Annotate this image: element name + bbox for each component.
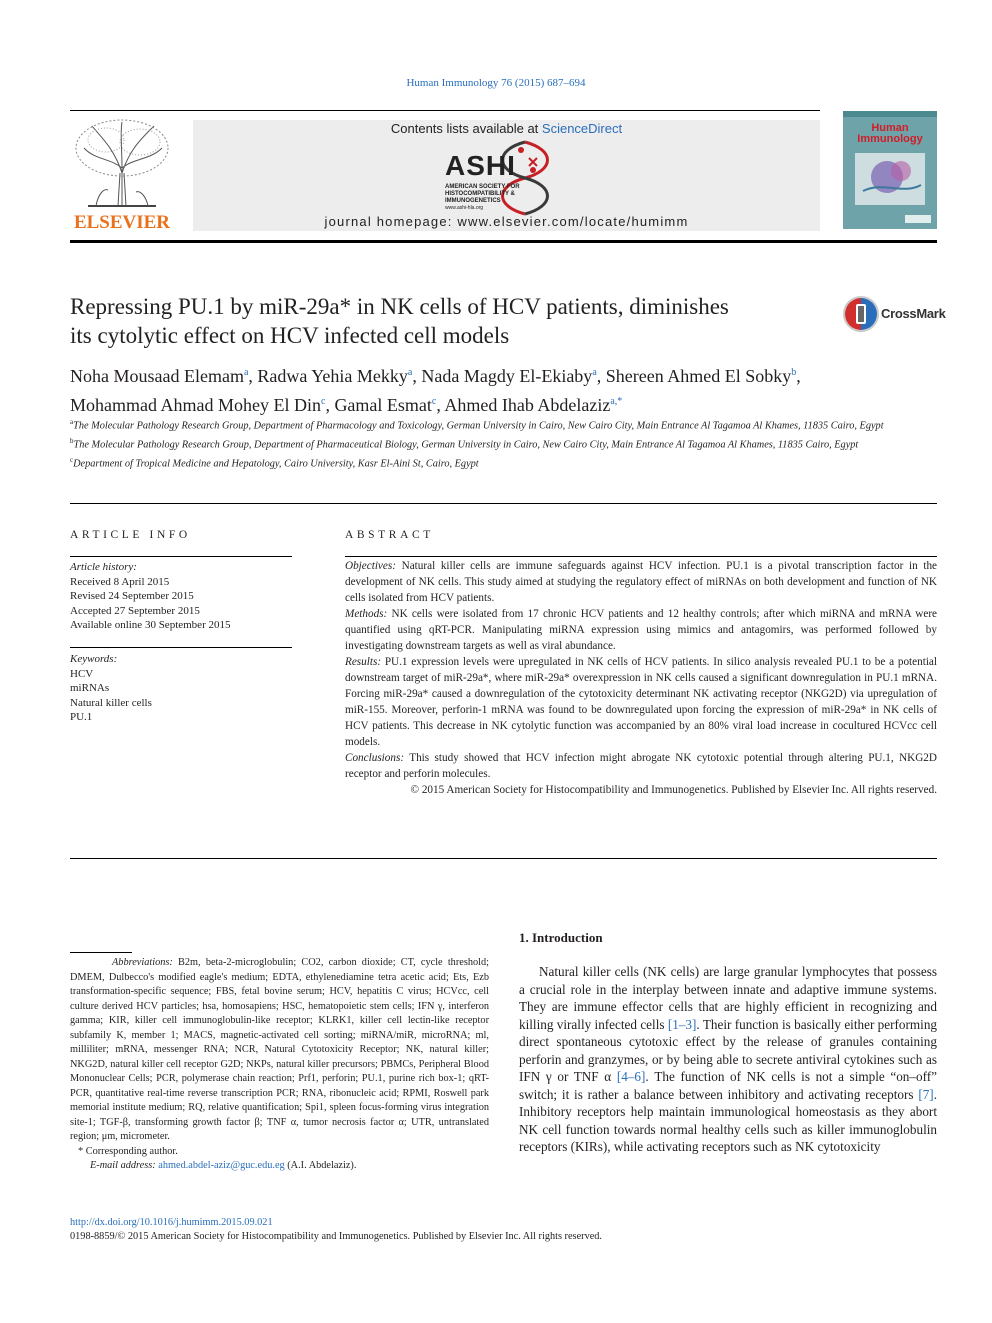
author-list [70, 360, 937, 418]
author-name: Radwa Yehia Mekky [257, 366, 408, 386]
journal-cover[interactable] [843, 111, 937, 229]
keywords [70, 652, 292, 725]
cover-art-icon [843, 111, 937, 229]
article-info-heading: ARTICLE INFO [70, 529, 191, 541]
email-suffix: (A.I. Abdelaziz). [284, 1160, 357, 1171]
citation-link[interactable]: [4–6] [616, 1069, 646, 1084]
homepage-prefix: journal homepage: [324, 214, 458, 229]
author-separator: , [796, 366, 801, 386]
title-line1: Repressing PU.1 by miR-29a* in NK cells of HCV patients, diminishes [70, 294, 729, 319]
author-affil-sup[interactable]: c [320, 396, 326, 407]
cover-title-line1: Human [871, 122, 909, 134]
abstract-methods [345, 606, 937, 654]
author-name: Mohammad Ahmad Mohey El Din [70, 395, 321, 415]
sciencedirect-link[interactable]: ScienceDirect [541, 121, 623, 136]
ashi-name-line1: AMERICAN SOCIETY FOR [445, 184, 520, 190]
crossmark-label: CrossMark [881, 306, 946, 321]
results-text: PU.1 expression levels were upregulated in NK cells of HCV patients. In silico analysis revealed PU.1 to be a potential downstream target of miR-29a*, where miR-29a* overexpression in NK cells caused a significant downregulation in PU.1 mRNA. Forcing miR-29a* caused a downregulation of the cytotoxicity determinant NK activating receptor (NKG2D) via upregulation of miR-155. Moreover, perforin-1 mRNA was found to be downregulated upon forcing the expression of miR-29a* in NK cells of HCV patients. This decrease in NK cytolytic function was accompanied by an 80% viral load increase in cocultured HCVcc cell models. [345, 656, 938, 748]
abstract-heading: ABSTRACT [345, 529, 434, 541]
abstract-bottom-rule [70, 858, 937, 859]
author-affil-sup[interactable]: a [407, 367, 413, 378]
affiliation-sup: b [70, 436, 74, 445]
abstract-rule [345, 556, 937, 557]
abbreviations-text: B2m, beta-2-microglobulin; CO2, carbon dioxide; CT, cycle threshold; DMEM, Dulbecco's modified eagle's medium; EDTA, ethylenediamine tetra acetic acid; Ets, Ezb transformation-specific sequence; FBS, fetal bovine serum; HCV, hepatitis C virus; HCVcc, cell culture derived HCV particles; hsa, homosapiens; HSC, hematopoietic stem cells; IFN γ, interferon gamma; KIR, killer cell immunoglobulin-like receptor; KLRK1, killer cell lectin-like receptor subfamily K, member 1; MACS, magnetic-activated cell sorting; miRNA/miR, microRNA; ml, milliliter; mRNA, messenger RNA; NCR, Natural Cytotoxicity Receptor; NK, natural killer; NKG2D, natural killer cell receptor G2D; NKPs, natural killer precursors; PBMCs, Peripheral Blood Mononuclear Cells; PCR, polymerase chain reaction; Prf1, perforin; PU.1, purine rich box-1; qRT-PCR, quantitative real-time reverse transcription PCR; RNA, ribonucleic acid; RPMI, Roswell park memorial institute medium; RQ, relative quantification; Spi1, spleen focus-forming virus integration site-1; TGF-β, transforming growth factor β; TNF α, tumor necrosis factor α; UTR, untranslated region; μm, micrometer. [70, 957, 490, 1142]
journal-header-box [193, 120, 820, 231]
title-line2: its cytolytic effect on HCV infected cell models [70, 323, 510, 348]
abstract-copyright: © 2015 American Society for Histocompatibility and Immunogenetics. Published by Elsevier Inc. All rights reserved. [410, 784, 937, 796]
abstract-conclusions [345, 750, 937, 782]
author-affil-sup[interactable]: c [431, 396, 437, 407]
introduction-text [519, 963, 937, 1156]
author-affil-sup[interactable]: a,* [610, 396, 623, 407]
online-date: Available online 30 September 2015 [70, 619, 231, 631]
abbreviations-footnote [70, 956, 489, 1174]
intro-paragraph-part: . The function of NK cells is not a simple “on–off” switch; it is rather a balance between inhibitory and activating receptors [519, 1069, 937, 1102]
citation-link[interactable]: [1–3] [667, 1016, 697, 1032]
abstract-objectives [345, 558, 937, 606]
elsevier-wordmark: ELSEVIER [73, 212, 171, 233]
author-name: Gamal Esmat [334, 395, 432, 415]
homepage-url[interactable]: www.elsevier.com/locate/humimm [457, 214, 689, 229]
author-separator: , [412, 366, 422, 386]
ashi-logo[interactable] [445, 140, 575, 216]
results-label: Results: [345, 656, 382, 668]
abstract-body [345, 558, 937, 798]
keyword-item: PU.1 [70, 711, 93, 723]
author-affil-sup[interactable]: a [592, 367, 597, 378]
article-history [70, 560, 292, 633]
author-separator: , [436, 395, 445, 415]
intro-paragraph-part: . Their function is basically either performing direct spontaneous cytotoxic effect by the release of granules containing perforin and granzymes, or by being able to secrete antiviral cytokines such as IFN γ or TNF α [519, 1016, 938, 1084]
contents-prefix: Contents lists available at [390, 121, 542, 136]
keywords-rule [70, 647, 292, 648]
journal-homepage [193, 214, 820, 229]
citation-link[interactable]: [7] [918, 1086, 934, 1102]
keywords-label: Keywords: [70, 653, 118, 665]
crossmark-icon [843, 296, 879, 332]
affiliation-item [70, 453, 937, 472]
ashi-name-line2: HISTOCOMPATIBILITY & [445, 191, 515, 197]
affiliation-text: The Molecular Pathology Research Group, Department of Pharmaceutical Biology, German University in Cairo, New Cairo City, Main Entrance Al Tagamoa Al Khames, 11835 Cairo, Egypt [73, 439, 859, 451]
author-name: Ahmed Ihab Abdelaziz [444, 395, 611, 415]
crossmark-badge[interactable] [843, 296, 946, 332]
affiliations [70, 415, 937, 472]
elsevier-tree-icon [70, 118, 174, 210]
corresponding-author: * Corresponding author. [78, 1145, 178, 1157]
author-separator: , [248, 366, 258, 386]
footer-copyright: 0198-8859/© 2015 American Society for Histocompatibility and Immunogenetics. Published by Elsevier Inc. All rights reserved. [70, 1231, 603, 1242]
affiliations-rule [70, 503, 937, 504]
author-affil-sup[interactable]: b [791, 367, 797, 378]
affiliation-item [70, 415, 937, 434]
header-thick-rule [70, 240, 937, 243]
conclusions-text: This study showed that HCV infection might abrogate NK cytotoxic potential through altering PU.1, NKG2D receptor and perforin molecules. [345, 752, 937, 780]
footnote-rule [70, 952, 132, 953]
received-date: Received 8 April 2015 [70, 575, 170, 588]
author-name: Noha Mousaad Elemam [70, 366, 244, 386]
keyword-item: HCV [70, 667, 94, 680]
methods-label: Methods: [345, 608, 388, 620]
affiliation-text: Department of Tropical Medicine and Hepatology, Cairo University, Kasr El-Aini St, Cairo, Egypt [73, 458, 479, 470]
affiliation-text: The Molecular Pathology Research Group, Department of Pharmacology and Toxicology, German University in Cairo, New Cairo City, Main Entrance Al Tagamoa Al Khames, 11835 Cairo, Egypt [73, 420, 884, 432]
email-line [70, 1159, 489, 1174]
abbreviations-label: Abbreviations: [112, 957, 173, 968]
doi-link[interactable]: http://dx.doi.org/10.1016/j.humimm.2015.09.021 [70, 1217, 273, 1228]
ashi-acronym: ASHI [445, 150, 516, 181]
revised-date: Revised 24 September 2015 [70, 590, 194, 602]
contents-line [193, 121, 820, 136]
article-info-rule [70, 556, 292, 557]
email-label: E-mail address: [90, 1160, 159, 1171]
accepted-date: Accepted 27 September 2015 [70, 604, 200, 617]
affiliation-sup: a [70, 418, 74, 426]
objectives-label: Objectives: [345, 560, 396, 572]
keyword-item: Natural killer cells [70, 696, 152, 709]
intro-paragraph-part: . Inhibitory receptors help maintain immunological homeostasis as they abort NK cell function towards normal healthy cells such as killer immunoglobulin receptors (KIRs), while activating receptors such as NK cytotoxicity [519, 1086, 937, 1154]
author-separator: , [325, 395, 335, 415]
author-affil-sup[interactable]: a [243, 367, 249, 378]
elsevier-logo[interactable] [70, 118, 174, 234]
conclusions-label: Conclusions: [345, 752, 405, 764]
journal-reference[interactable]: Human Immunology 76 (2015) 687–694 [406, 77, 586, 89]
ashi-name-line3: IMMUNOGENETICS [445, 198, 501, 204]
history-label: Article history: [70, 561, 137, 573]
methods-text: NK cells were isolated from 17 chronic HCV patients and 12 healthy controls; after which miRNA and mRNA were quantified using qRT-PCR. Manipulating miRNA expression using mimics and antagomirs, was performed followed by investigating downstream targets as well as viral abundance. [345, 608, 938, 652]
author-separator: , [596, 366, 606, 386]
ashi-url: www.ashi-hla.org [445, 205, 484, 211]
article-title [70, 292, 810, 350]
keyword-item: miRNAs [70, 682, 110, 694]
introduction-heading: 1. Introduction [519, 930, 603, 945]
author-name: Shereen Ahmed El Sobky [605, 366, 792, 386]
abstract-results [345, 654, 937, 750]
objectives-text: Natural killer cells are immune safeguards against HCV infection. PU.1 is a pivotal transcription factor in the development of NK cells. This study aimed at studying the regulatory effect of miRNAs on both development and function of NK cells isolated from HCV patients. [345, 560, 938, 604]
cover-title-line2: Immunology [857, 133, 923, 145]
intro-paragraph-part: Natural killer cells (NK cells) are large granular lymphocytes that possess a crucial role in the interplay between innate and adaptive immune systems. They are immune effector cells that are highly efficient in recognizing and killing virally infected cells [519, 964, 937, 1032]
author-name: Nada Magdy El-Ekiaby [421, 366, 593, 386]
header-rule [70, 110, 820, 111]
email-link[interactable]: ahmed.abdel-aziz@guc.edu.eg [158, 1160, 285, 1171]
affiliation-sup: c [70, 455, 74, 464]
affiliation-item [70, 434, 937, 453]
